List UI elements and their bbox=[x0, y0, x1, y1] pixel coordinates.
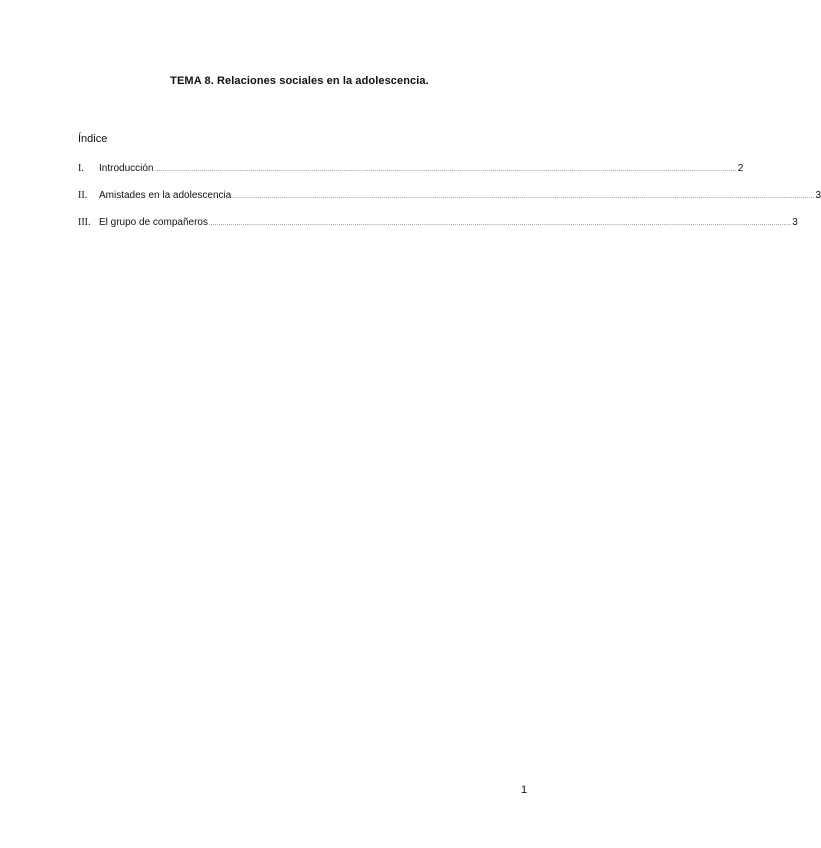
toc-dot-leader: ........................................................................................................................................................................................................................................................................................................ bbox=[208, 221, 792, 227]
toc-entry-number: III. bbox=[78, 217, 91, 228]
toc-entry-introduccion[interactable] bbox=[78, 162, 744, 175]
toc-entry-page: 2 bbox=[737, 163, 744, 174]
toc-dot-leader: ........................................................................................................................................................................................................................................................................................................ bbox=[154, 167, 737, 173]
toc-entry-label: Amistades en la adolescencia bbox=[99, 190, 232, 201]
table-of-contents bbox=[78, 162, 821, 243]
toc-entry-label: Introducción bbox=[99, 163, 154, 174]
toc-entry-number: II. bbox=[78, 190, 88, 201]
document-title: TEMA 8. Relaciones sociales en la adolescencia. bbox=[170, 75, 429, 87]
toc-dot-leader: ........................................................................................................................................................................................................................................................................................................ bbox=[232, 194, 815, 200]
page-number: 1 bbox=[521, 784, 528, 796]
toc-entry-page: 3 bbox=[815, 190, 821, 201]
toc-entry-amistades[interactable] bbox=[78, 189, 821, 202]
toc-entry-page: 3 bbox=[792, 217, 798, 228]
toc-entry-grupo-companeros[interactable] bbox=[78, 216, 798, 229]
toc-heading: Índice bbox=[78, 133, 108, 145]
toc-entry-label: El grupo de compañeros bbox=[99, 217, 208, 228]
toc-entry-number: I. bbox=[78, 163, 84, 174]
